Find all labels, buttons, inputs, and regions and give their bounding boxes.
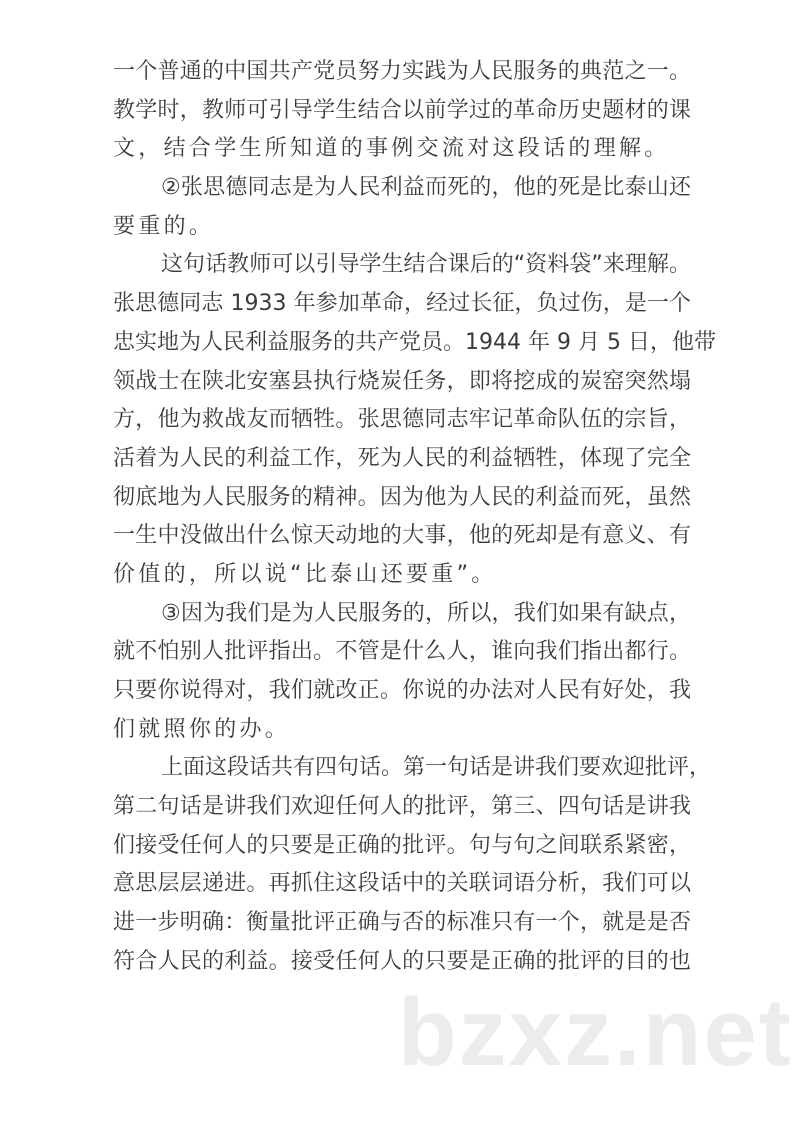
text-line: ③因为我们是为人民服务的，所以，我们如果有缺点， bbox=[161, 600, 691, 626]
text-line: 一个普通的中国共产党员努力实践为人民服务的典范之一。 bbox=[113, 59, 691, 84]
text-line: 文，结合学生所知道的事例交流对这段话的理解。 bbox=[113, 136, 670, 162]
document-page bbox=[113, 53, 716, 982]
text-line: 一生中没做出什么惊天动地的大事，他的死却是有意义、有 bbox=[113, 523, 691, 549]
text-line: 意思层层递进。再抓住这段话中的关联词语分析，我们可以 bbox=[113, 871, 691, 897]
text-line: 就不怕别人批评指出。不管是什么人，谁向我们指出都行。 bbox=[113, 639, 691, 665]
text-line: 活着为人民的利益工作，死为人民的利益牺牲，体现了完全 bbox=[113, 445, 691, 471]
text-line: 这句话教师可以引导学生结合课后的“资料袋”来理解。 bbox=[161, 252, 691, 278]
text-line: 第二句话是讲我们欢迎任何人的批评，第三、四句话是讲我 bbox=[113, 794, 691, 820]
text-line: 忠实地为人民利益服务的共产党员。1944 年 9 月 5 日，他带 bbox=[113, 329, 716, 355]
text-line: 符合人民的利益。接受任何人的只要是正确的批评的目的也 bbox=[113, 948, 691, 974]
text-line: 教学时，教师可引导学生结合以前学过的革命历史题材的课 bbox=[113, 97, 691, 123]
text-line: 们就照你的办。 bbox=[113, 716, 291, 742]
text-line: 价值的，所以说“比泰山还要重”。 bbox=[113, 561, 497, 587]
text-line: 们接受任何人的只要是正确的批评。句与句之间联系紧密， bbox=[113, 832, 691, 858]
text-line: 要重的。 bbox=[113, 213, 215, 239]
text-line: 彻底地为人民服务的精神。因为他为人民的利益而死，虽然 bbox=[113, 484, 691, 510]
text-line: 上面这段话共有四句话。第一句话是讲我们要欢迎批评， bbox=[161, 755, 712, 781]
text-line: 张思德同志 1933 年参加革命，经过长征，负过伤，是一个 bbox=[113, 291, 691, 317]
watermark: bzxz.net bbox=[398, 979, 793, 1086]
text-line: 只要你说得对，我们就改正。你说的办法对人民有好处，我 bbox=[113, 678, 691, 703]
text-line: 领战士在陕北安塞县执行烧炭任务，即将挖成的炭窑突然塌 bbox=[113, 368, 691, 394]
text-line: 方，他为救战友而牺牲。张思德同志牢记革命队伍的宗旨， bbox=[113, 407, 691, 433]
text-line: ②张思德同志是为人民利益而死的，他的死是比泰山还 bbox=[161, 175, 691, 201]
text-line: 进一步明确：衡量批评正确与否的标准只有一个，就是是否 bbox=[113, 910, 691, 936]
